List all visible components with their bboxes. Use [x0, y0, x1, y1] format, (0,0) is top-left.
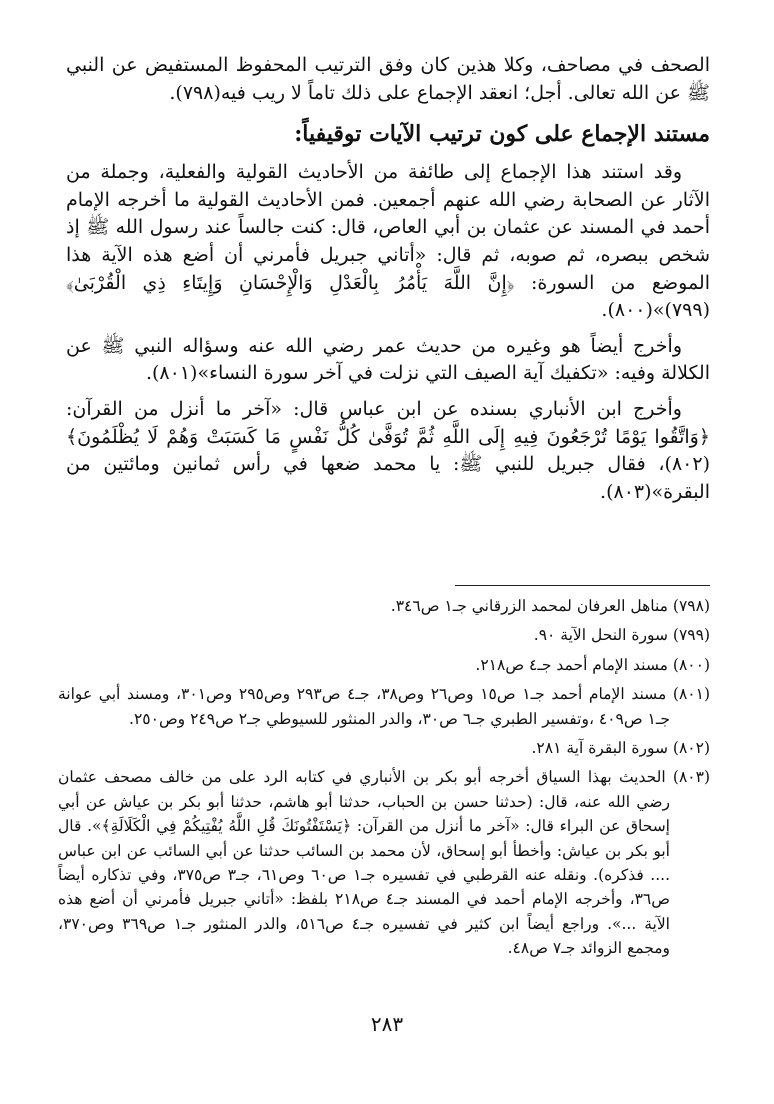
footnotes — [58, 570, 710, 966]
footnote-text: مسند الإمام أحمد جـ١ ص١٥ وص٢٦ وص٣٨، جـ٤ ص٢٩٣ وص٢٩٥ وص٣٠١، ومسند أبي عوانة جـ١ ص٤٠٩ ،وتفسير الطبري جـ٦ ص٣٠، والدر المنثور للسيوطي جـ٢ ص٢٤٩ وص٢٥٠. — [58, 685, 670, 728]
footnote-number: (٧٩٨) — [672, 597, 710, 615]
paragraph-continuation: الصحف في مصاحف، وكلا هذين كان وفق الترتيب المحفوظ المستفيض عن النبي ﷺ عن الله تعالى. أجل؛ انعقد الإجماع على ذلك تاماً لا ريب فيه(٧٩٨). — [66, 54, 710, 104]
page-number: ٢٨٣ — [370, 1012, 404, 1036]
paragraph-2: وأخرج أيضاً هو وغيره من حديث عمر رضي الله عنه وسؤاله النبي ﷺ عن الكلالة وفيه: «تكفيك آية الصيف التي نزلت في آخر سورة النساء»(٨٠١). — [66, 334, 710, 385]
paragraph-3: وأخرج ابن الأنباري بسنده عن ابن عباس قال: «آخر ما أنزل من القرآن: ﴿وَاتَّقُوا يَوْمًا تُرْجَعُونَ فِيهِ إِلَى اللَّهِ ثُمَّ تُوَفَّىٰ كُلُّ نَفْسٍ مَا كَسَبَتْ وَهُمْ لَا يُظْلَمُونَ﴾(٨٠٢)، فقال جبريل للنبي ﷺ: يا محمد ضعها في رأس ثمانين ومائتين من البقرة»(٨٠٣). — [66, 397, 710, 503]
footnote-number: (٧٩٩) — [672, 626, 710, 645]
footnote-number: (٨٠٣) — [672, 768, 710, 787]
footnote-800 — [58, 653, 710, 677]
footnote-798 — [58, 594, 710, 618]
footnote-text: مسند الإمام أحمد جـ٤ ص٢١٨. — [475, 655, 668, 674]
footnote-number: (٨٠١) — [672, 685, 711, 704]
footnote-803 — [58, 765, 710, 960]
section-heading: مستند الإجماع على كون ترتيب الآيات توقيفياً: — [294, 121, 710, 148]
footnote-text: سورة النحل الآية ٩٠. — [533, 626, 668, 645]
main-text — [66, 52, 710, 514]
footnote-801 — [58, 682, 710, 731]
footnote-number: (٨٠٢) — [672, 739, 710, 758]
footnote-text: سورة البقرة آية ٢٨١. — [531, 739, 668, 758]
paragraph-1: وقد استند هذا الإجماع إلى طائفة من الأحاديث القولية والفعلية، وجملة من الآثار عن الصحابة رضي الله عنهم أجمعين. فمن الأحاديث القولية ما أخرجه الإمام أحمد في المسند عن عثمان بن أبي العاص، قال: كنت جالساً عند رسول الله ﷺ إذ شخص ببصره، ثم صوبه، ثم قال: «أتاني جبريل فأمرني أن أضع هذه الآية هذا الموضع من السورة: ﴿إِنَّ اللَّهَ يَأْمُرُ بِالْعَدْلِ وَالْإِحْسَانِ وَإِيتَاءِ ذِي الْقُرْبَىٰ﴾(٧٩٩)»(٨٠٠). — [66, 161, 710, 322]
footnote-799 — [58, 623, 710, 647]
footnote-text: الحديث بهذا السياق أخرجه أبو بكر بن الأنباري في كتابه الرد على من خالف مصحف عثمان رضي الله عنه، قال: (حدثنا حسن بن الحباب، حدثنا أبو هاشم، حدثنا أبو بكر بن عياش عن أبي إسحاق عن البراء قال: «آخر ما أنزل من القرآن: ﴿يَسْتَفْتُونَكَ قُلِ اللَّهُ يُفْتِيكُمْ فِي الْكَلَالَةِ﴾». قال أبو بكر بن عياش: وأخطأ أبو إسحاق، لأن محمد بن السائب حدثنا عن أبي السائب عن ابن عباس .... فذكره). ونقله عنه القرطبي في تفسيره جـ١ ص٦٠ وص٦١، جـ٣ ص٣٧٥، وفي تذكاره أيضاً ص٣٦، وأخرجه الإمام أحمد في المسند جـ٤ ص٢١٨ بلفظ: «أتاني جبريل فأمرني أن أضع هذه الآية ...». وراجع أيضاً ابن كثير في تفسيره جـ٤ ص٥١٦، والدر المنثور جـ١ ص٣٦٩ وص٣٧٠، ومجمع الزوائد جـ٧ ص٤٨. — [58, 768, 670, 958]
footnote-number: (٨٠٠) — [672, 655, 710, 674]
footnote-text: مناهل العرفان لمحمد الزرقاني جـ١ ص٣٤٦. — [390, 597, 668, 615]
footnote-802 — [58, 736, 710, 760]
